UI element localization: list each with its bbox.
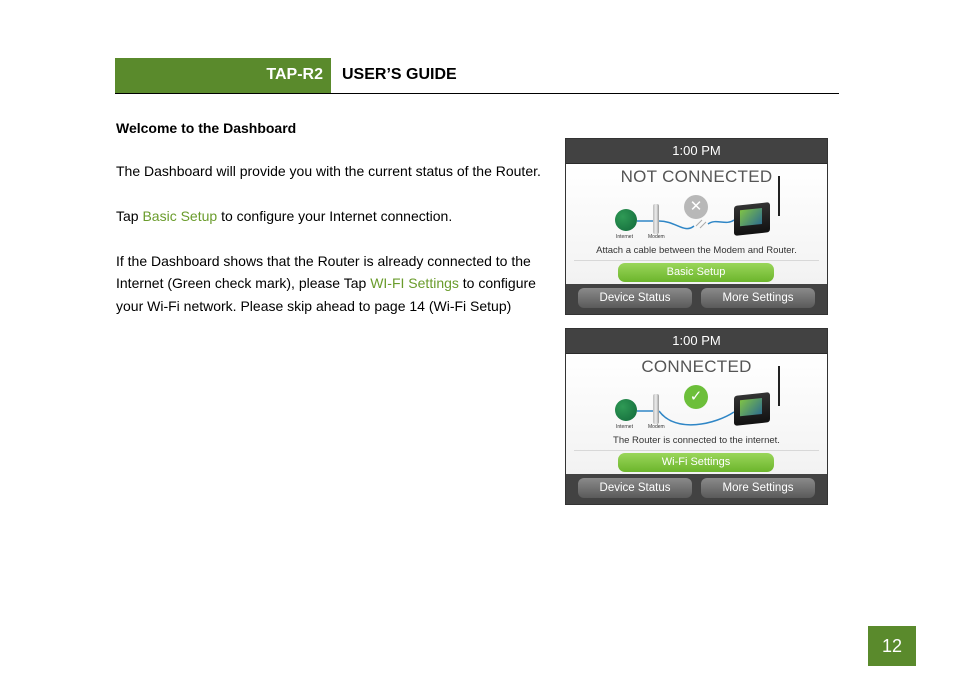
device-status-button[interactable]: Device Status bbox=[578, 288, 692, 308]
paragraph-basic-setup: Tap Basic Setup to configure your Internet connection. bbox=[116, 207, 453, 224]
modem-icon bbox=[653, 394, 659, 424]
modem-label: Modem bbox=[648, 234, 665, 240]
more-settings-button[interactable]: More Settings bbox=[701, 478, 815, 498]
paragraph-wifi: If the Dashboard shows that the Router is already connected to the Internet (Green check mark), please Tap WI-FI Settings to configure your Wi-Fi network. Please skip ahead to page 14 (Wi-Fi Setup) bbox=[116, 252, 536, 314]
page-number: 12 bbox=[868, 626, 916, 666]
router-icon bbox=[734, 202, 770, 236]
check-icon: ✓ bbox=[684, 385, 708, 409]
wifi-settings-button[interactable]: Wi-Fi Settings bbox=[618, 453, 774, 472]
section-heading: Welcome to the Dashboard bbox=[116, 120, 297, 136]
status-area bbox=[566, 164, 827, 285]
body-text bbox=[116, 117, 551, 340]
internet-globe-icon bbox=[615, 209, 637, 231]
internet-label: Internet bbox=[616, 424, 633, 430]
bottom-bar bbox=[566, 284, 827, 314]
dashboard-screen-connected bbox=[565, 328, 828, 505]
wifi-settings-link[interactable]: WI-FI Settings bbox=[370, 275, 459, 291]
model-name: TAP-R2 bbox=[266, 66, 323, 83]
device-status-button[interactable]: Device Status bbox=[578, 478, 692, 498]
modem-icon bbox=[653, 204, 659, 234]
status-caption: Attach a cable between the Modem and Router. bbox=[596, 245, 797, 256]
basic-setup-button[interactable]: Basic Setup bbox=[618, 263, 774, 282]
x-icon: ✕ bbox=[684, 195, 708, 219]
header-rule bbox=[115, 93, 839, 94]
bottom-bar bbox=[566, 474, 827, 504]
header-band bbox=[115, 58, 331, 93]
clock: 1:00 PM bbox=[566, 139, 827, 164]
antenna-icon bbox=[778, 176, 780, 216]
connection-status: CONNECTED bbox=[641, 357, 752, 376]
dashboard-screen-not-connected bbox=[565, 138, 828, 315]
clock: 1:00 PM bbox=[566, 329, 827, 354]
status-area bbox=[566, 354, 827, 475]
more-settings-button[interactable]: More Settings bbox=[701, 288, 815, 308]
guide-title: USER’S GUIDE bbox=[342, 66, 457, 83]
router-icon bbox=[734, 392, 770, 426]
modem-label: Modem bbox=[648, 424, 665, 430]
internet-label: Internet bbox=[616, 234, 633, 240]
paragraph-status: The Dashboard will provide you with the current status of the Router. bbox=[116, 162, 541, 179]
connection-status: NOT CONNECTED bbox=[620, 167, 773, 186]
internet-globe-icon bbox=[615, 399, 637, 421]
basic-setup-link[interactable]: Basic Setup bbox=[142, 207, 218, 224]
status-caption: The Router is connected to the internet. bbox=[613, 435, 780, 446]
antenna-icon bbox=[778, 366, 780, 406]
